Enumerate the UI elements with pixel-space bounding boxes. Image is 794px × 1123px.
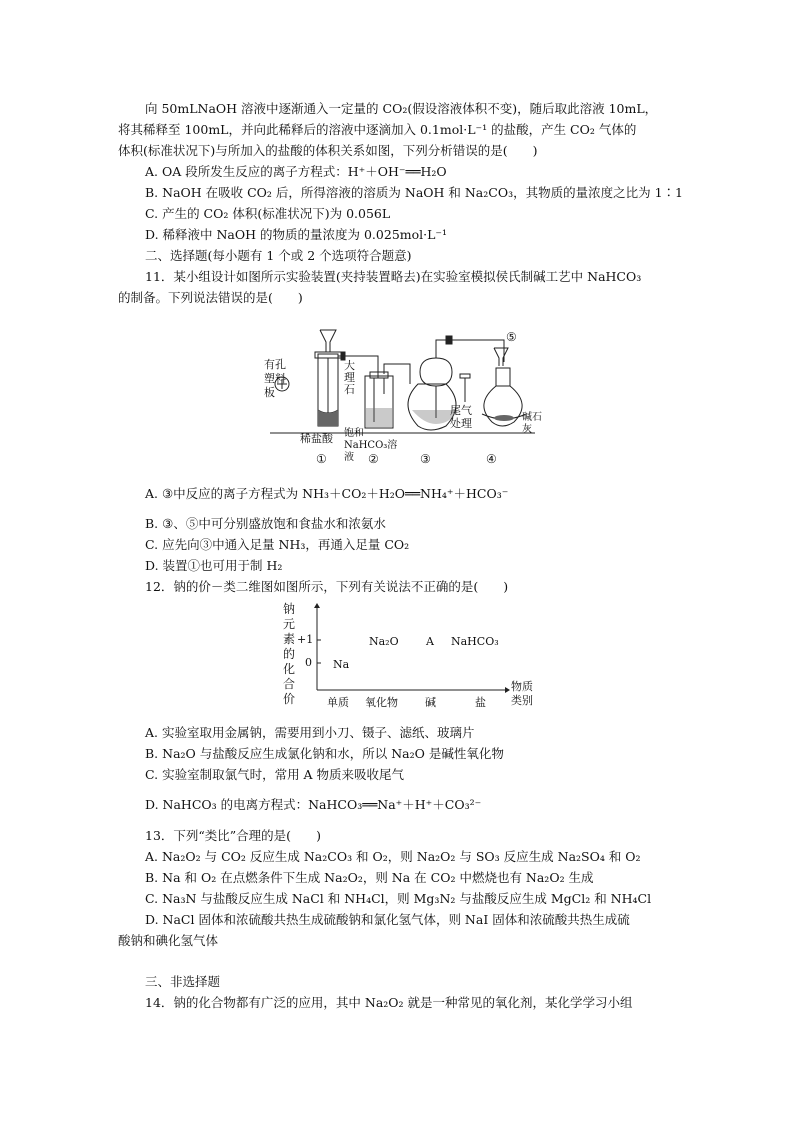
- chart-x-axis-label: 物质类别: [511, 680, 533, 707]
- label-soda-lime: 碱石灰: [522, 412, 542, 435]
- apparatus-number-5: ⑤: [506, 330, 517, 344]
- q12-option-d: D. NaHCO₃ 的电离方程式：NaHCO₃══Na⁺＋H⁺＋CO₃²⁻: [145, 797, 482, 812]
- chart-point-a: A: [426, 635, 434, 648]
- q10-option-c: C. 产生的 CO₂ 体积(标准状况下)为 0.056L: [145, 206, 391, 221]
- q12-stem: 12．钠的价－类二维图如图所示，下列有关说法不正确的是( ): [145, 579, 509, 594]
- q11-option-a: A. ③中反应的离子方程式为 NH₃＋CO₂＋H₂O══NH₄⁺＋HCO₃⁻: [145, 486, 509, 501]
- label-dilute-hcl: 稀盐酸: [300, 432, 333, 445]
- chart-x-tick-oxide: 氧化物: [365, 696, 398, 709]
- label-saturated-nahco3: 饱和NaHCO₃溶液: [344, 428, 398, 463]
- q10-option-b: B. NaOH 在吸收 CO₂ 后，所得溶液的溶质为 NaOH 和 Na₂CO₃，其物质的量浓度之比为 1∶1: [145, 185, 683, 200]
- q11-stem-2: 的制备。下列说法错误的是( ): [118, 290, 303, 305]
- q12-option-b: B. Na₂O 与盐酸反应生成氯化钠和水，所以 Na₂O 是碱性氧化物: [145, 746, 504, 761]
- q11-stem-1: 11．某小组设计如图所示实验装置(夹持装置略去)在实验室模拟侯氏制碱工艺中 NaHCO₃: [145, 269, 642, 284]
- q13-option-d-1: D. NaCl 固体和浓硫酸共热生成硫酸钠和氯化氢气体，则 NaI 固体和浓硫酸共热生成硫: [145, 912, 630, 927]
- q10-stem-1: 向 50mLNaOH 溶液中逐渐通入一定量的 CO₂(假设溶液体积不变)，随后取此溶液 10mL，: [145, 101, 658, 116]
- q10-stem-2: 将其稀释至 100mL，并向此稀释后的溶液中逐滴加入 0.1mol·L⁻¹ 的盐酸，产生 CO₂ 气体的: [118, 122, 637, 137]
- chart-x-tick-element: 单质: [327, 696, 349, 709]
- apparatus-number-2: ②: [368, 452, 379, 466]
- q12-option-a: A. 实验室取用金属钠，需要用到小刀、镊子、滤纸、玻璃片: [145, 725, 475, 740]
- chart-y-tick-0: 0: [305, 656, 312, 669]
- apparatus-number-4: ④: [486, 452, 497, 466]
- section-3-heading: 三、非选择题: [145, 974, 221, 989]
- q11-option-c: C. 应先向③中通入足量 NH₃，再通入足量 CO₂: [145, 537, 410, 552]
- q10-stem-3: 体积(标准状况下)与所加入的盐酸的体积关系如图，下列分析错误的是( ): [118, 143, 538, 158]
- q12-valence-class-chart: [275, 600, 535, 712]
- chart-point-nahco3: NaHCO₃: [451, 635, 499, 648]
- chart-x-tick-salt: 盐: [475, 696, 486, 709]
- q11-option-d: D. 装置①也可用于制 H₂: [145, 558, 283, 573]
- q13-option-a: A. Na₂O₂ 与 CO₂ 反应生成 Na₂CO₃ 和 O₂，则 Na₂O₂ 与 SO₃ 反应生成 Na₂SO₄ 和 O₂: [145, 849, 641, 864]
- section-2-heading: 二、选择题(每小题有 1 个或 2 个选项符合题意): [145, 248, 412, 263]
- label-plastic-board: 有孔塑料板: [264, 358, 286, 399]
- q10-option-d: D. 稀释液中 NaOH 的物质的量浓度为 0.025mol·L⁻¹: [145, 227, 448, 242]
- q14-stem: 14．钠的化合物都有广泛的应用，其中 Na₂O₂ 就是一种常见的氧化剂，某化学学习小组: [145, 995, 633, 1010]
- chart-y-axis-label: 钠元素的化合价: [283, 602, 296, 706]
- q12-option-c: C. 实验室制取氯气时，常用 A 物质来吸收尾气: [145, 767, 405, 782]
- apparatus-number-1: ①: [316, 452, 327, 466]
- q13-option-c: C. Na₃N 与盐酸反应生成 NaCl 和 NH₄Cl，则 Mg₃N₂ 与盐酸反应生成 MgCl₂ 和 NH₄Cl: [145, 891, 652, 906]
- q13-stem: 13．下列“类比”合理的是( ): [145, 828, 321, 843]
- label-marble: 大理石: [344, 359, 355, 396]
- chart-y-tick-plus1: +1: [297, 633, 314, 646]
- chart-x-tick-base: 碱: [425, 696, 436, 709]
- chart-point-na2o: Na₂O: [369, 635, 399, 648]
- label-tail-gas: 尾气处理: [450, 404, 472, 430]
- chart-point-na: Na: [333, 658, 350, 671]
- q10-option-a: A. OA 段所发生反应的离子方程式：H⁺＋OH⁻══H₂O: [145, 164, 447, 179]
- q13-option-d-2: 酸钠和碘化氢气体: [118, 933, 219, 948]
- q13-option-b: B. Na 和 O₂ 在点燃条件下生成 Na₂O₂，则 Na 在 CO₂ 中燃烧也有 Na₂O₂ 生成: [145, 870, 594, 885]
- q11-apparatus-diagram: [260, 318, 540, 468]
- q11-option-b: B. ③、⑤中可分别盛放饱和食盐水和浓氨水: [145, 516, 386, 531]
- apparatus-number-3: ③: [420, 452, 431, 466]
